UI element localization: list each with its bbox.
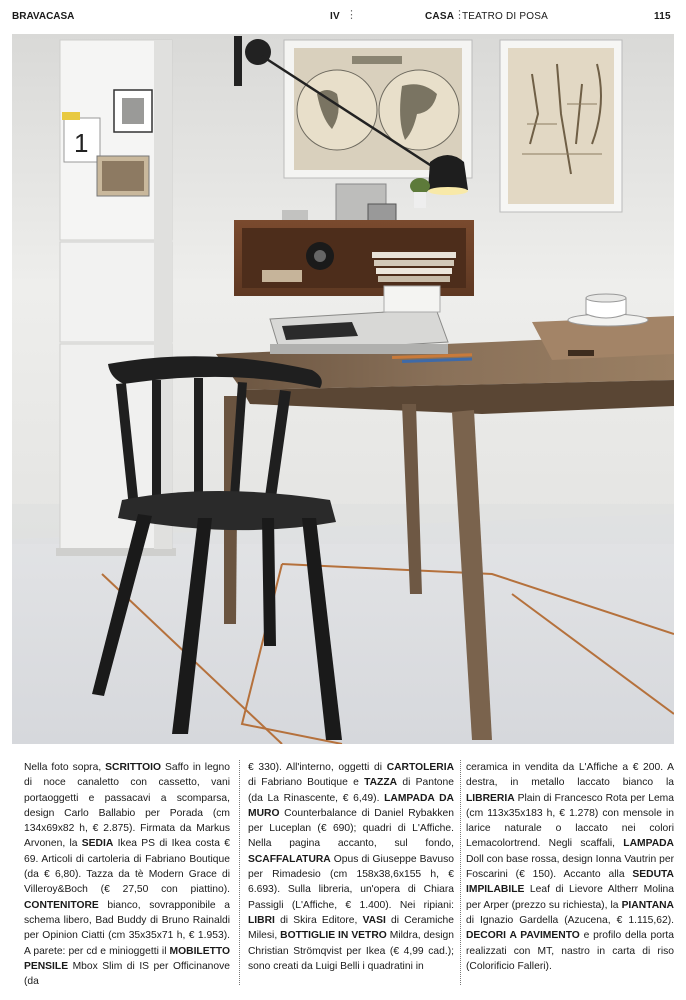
number-one-marker: 1 bbox=[74, 128, 89, 158]
product-keyword: SCRITTOIO bbox=[105, 762, 162, 773]
product-keyword: BOTTIGLIE IN VETRO bbox=[280, 930, 387, 942]
product-keyword: CONTENITORE bbox=[24, 899, 99, 911]
subsection-label: TEATRO DI POSA bbox=[462, 11, 548, 22]
caption-text: Doll con base rossa, design Ionna Vautrin per Foscarini (€ 150). Accanto alla bbox=[466, 853, 674, 881]
column-separator bbox=[239, 760, 240, 985]
product-keyword: LIBRI bbox=[248, 914, 275, 926]
product-keyword: CARTOLERIA bbox=[386, 762, 454, 773]
product-keyword: MOBILETTO PENSILE bbox=[24, 945, 230, 972]
column-separator bbox=[460, 760, 461, 985]
caption-text: Saffo in legno di noce canaletto con cassetto, vani portaoggetti e passacavi a scomparsa, design Carlo Ballabio per Porada (cm 134x69x82 h, € 2.875). Firmata da Markus Arvonen, la bbox=[24, 762, 230, 850]
caption-column-1 bbox=[24, 760, 230, 989]
caption-text: Mbox Slim di IS per Officinanove (da bbox=[24, 960, 230, 988]
product-keyword: LAMPADA bbox=[623, 838, 674, 850]
caption-text: Plain di Francesco Rota per Lema (cm 113x35x183 h, € 1.278) con mensole in larice naturale o laccato nei colori Lemacolortrend. Negli scaffali, bbox=[466, 792, 674, 850]
caption-text: bianco, sovrapponibile a schema libero, Bad Buddy di Bruno Rainaldi per Opinion Ciatti (cm 35x35x71 h, € 1.953). A parete: per cd e minioggetti il bbox=[24, 899, 230, 957]
caption-text: Ikea PS di Ikea costa € 69. Articoli di cartoleria di Fabriano Boutique (da € 6,80). Tazza da tè Modern Grace di Villeroy&Boch (€ 27,50 con piattino). bbox=[24, 838, 230, 896]
product-keyword: SEDUTA IMPILABILE bbox=[466, 869, 674, 896]
header-separator: ⋮ bbox=[346, 9, 358, 21]
issue-label: IV bbox=[330, 11, 340, 22]
product-keyword: SCAFFALATURA bbox=[248, 853, 331, 865]
caption-column-3 bbox=[466, 760, 674, 974]
caption-text: di Pantone (da La Rinascente, € 6,49). bbox=[248, 777, 454, 804]
caption-column-2 bbox=[248, 760, 454, 974]
caption-text: di Ceramiche Milesi, bbox=[248, 914, 454, 942]
caption-text: di Skira Editore, bbox=[274, 914, 363, 926]
product-keyword: DECORI A PAVIMENTO bbox=[466, 930, 580, 942]
caption-text: Nella foto sopra, bbox=[24, 762, 106, 773]
page-header bbox=[0, 0, 686, 34]
product-keyword: VASI bbox=[362, 914, 386, 926]
product-keyword: LIBRERIA bbox=[466, 792, 515, 804]
magazine-brand: BRAVACASA bbox=[12, 11, 75, 22]
page-number: 115 bbox=[654, 11, 671, 22]
caption-text: Counterbalance di Daniel Rybakken per Luceplan (€ 690); quadri di L'Affiche. Nella pagina accanto, sul fondo, bbox=[248, 807, 454, 850]
caption-text: Mildra, design Christian Strömqvist per Ikea (€ 4,99 cad.); sono creati da Luigi Belli i quadratini in bbox=[248, 930, 454, 972]
caption-text: ceramica in vendita da L'Affiche a € 200. A destra, in metallo laccato bianco la bbox=[466, 762, 674, 789]
caption-text: di Fabriano Boutique e bbox=[248, 777, 365, 789]
caption-text: Opus di Giuseppe Bavuso per Rimadesio (cm 158x38,6x155 h, € 6.693). Sulla libreria, un'opera di Chiara Passigli (L'Affiche, € 1.400). Nei ripiani: bbox=[248, 853, 454, 911]
header-separator: ⋮ bbox=[454, 9, 466, 21]
interior-photo bbox=[12, 34, 674, 744]
caption-text: di Ignazio Gardella (Azucena, € 1.115,62). bbox=[466, 914, 674, 926]
product-keyword: PIANTANA bbox=[621, 899, 674, 911]
caption-text: e profilo della porta realizzati con MT, nastro in carta di riso (Colorificio Falleri). bbox=[466, 930, 674, 972]
section-label: CASA bbox=[425, 11, 455, 22]
caption-text: Leaf di Lievore Altherr Molina per Arper (prezzo su richiesta), la bbox=[466, 884, 674, 911]
product-keyword: TAZZA bbox=[364, 777, 398, 789]
product-keyword: LAMPADA DA MURO bbox=[248, 792, 454, 819]
product-keyword: SEDIA bbox=[81, 838, 114, 850]
caption-text: € 330). All'interno, oggetti di bbox=[248, 762, 387, 773]
